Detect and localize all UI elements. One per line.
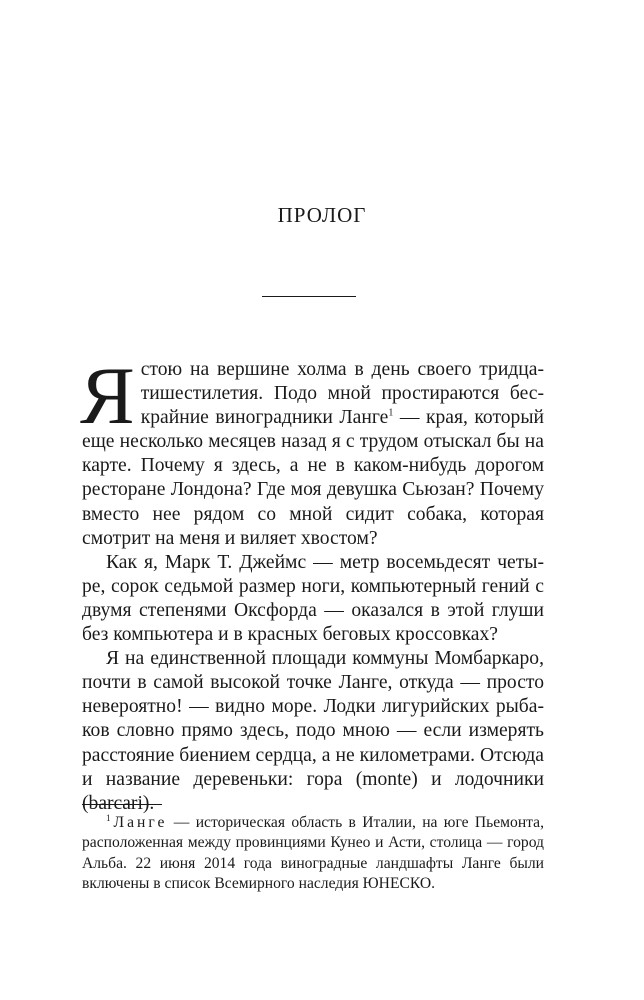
paragraph-1 [80, 350, 545, 551]
footnote-term: Ланге [113, 814, 168, 831]
footnote [82, 813, 544, 895]
footnote-text: — историческая область в Италии, на юге Пьемонта, расположенная между провинциями Кунео и Асти, столица — город Альба. 22 июня 2014 года виноградные ландшафты Ланге были включены в список Всемирного наследия ЮНЕСКО. [82, 814, 544, 893]
footnote-reference[interactable]: 1 [388, 407, 394, 419]
title-divider [262, 296, 356, 297]
footnote-mark: 1 [106, 812, 111, 823]
drop-cap: Я [80, 350, 135, 441]
paragraph-1-text-a: стою на вершине холма в день своего тридцатишестилетия. Подо мной простираются бескрайние виноградники Ланге [140, 359, 544, 429]
chapter-title: ПРОЛОГ [277, 203, 367, 227]
paragraph-1-text-b: — края, который еще несколько месяцев назад я с трудом отыскал бы на карте. Почему я здесь, а не в каком-нибудь дорогом ресторане Лондона? Где моя девушка Сьюзан? Почему вместо нее рядом со мной сидит собака, которая смотрит на меня и виляет хвостом? [82, 407, 545, 549]
footnote-divider [82, 804, 162, 805]
paragraph-2: Как я, Марк Т. Джеймс — метр восемьдесят четыре, сорок седьмой размер ноги, компьютерный гений с двумя степенями Оксфорда — оказался в этой глуши без компьютера и в красных беговых кроссовках? [82, 551, 544, 646]
paragraph-3: Я на единственной площади коммуны Момбаркаро, почти в самой высокой точке Ланге, откуда — просто невероятно! — видно море. Лодки лигурийских рыбаков словно прямо здесь, подо мною — если измерять расстояние биением сердца, а не километрами. Отсюда и название деревеньки: гора (monte) и лодочники (barcari). [82, 648, 544, 814]
main-text [80, 350, 545, 816]
